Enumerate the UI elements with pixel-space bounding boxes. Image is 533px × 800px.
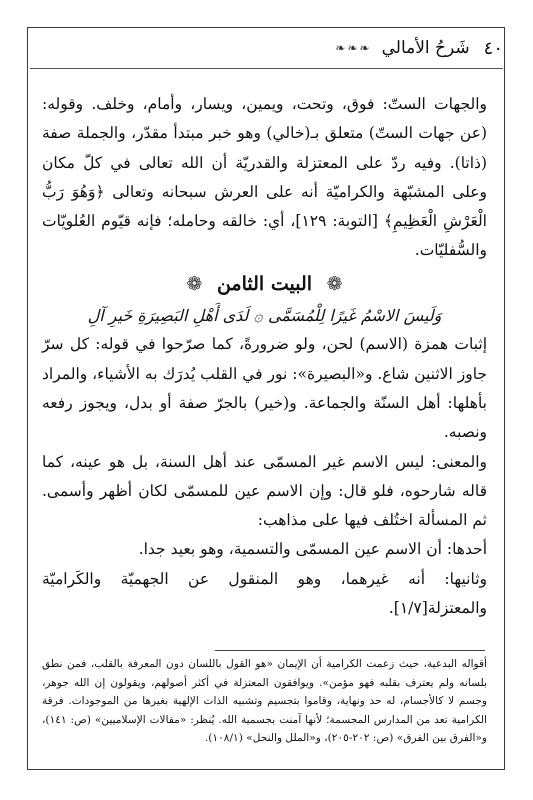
flower-ornament-icon: ❁ — [186, 272, 203, 295]
page-number: ٤٠ — [483, 37, 503, 59]
running-title: شَرحُ الأمالي — [381, 38, 470, 58]
main-text — [42, 90, 487, 623]
header-rule — [30, 68, 503, 69]
footnotes — [42, 655, 487, 748]
paragraph: والمعنى: ليس الاسم غير المسمّى عند أهل السنة، بل هو عينه، كما قاله شارحوه، فلو قال: وإن الاسم عين للمسمّى لكان أظهر وأسمى. ثم المسألة اختُلف فيها على مذاهب: — [42, 452, 487, 530]
paragraph: والجهات الستّ: فوق، وتحت، ويمين، ويسار، وأمام، وخلف. وقوله: (عن جهات الستّ) متعلق بـ(خالي) وهو خبر مبتدأ مقدّر، والجملة صفة (ذاتا). وفيه ردّ على المعتزلة والقدريّة أن الله تعالى في كلّ مكان وعلى المشبّهة والكراميّة أنه على العرش سبحانه وتعالى ﴿وَهُوَ رَبُّ الْعَرْشِ الْعَظِيمِ﴾ [التوبة: ١٢٩]، أي: خالقه وحامله؛ فإنه قيّوم العُلويّات والسُّفليّات. — [42, 95, 487, 260]
paragraph: أحدها: أن الاسم عين المسمّى والتسمية، وهو بعيد جدا. — [138, 540, 487, 559]
verse: وَلَيسَ الاسْمُ غَيرًا لِلْمُسَمَّى ۞ لَدَى أَهْلِ البَصِيرَةِ خَيرِ آلِ — [87, 306, 442, 326]
section-heading-text: البيت الثامن — [216, 272, 313, 295]
footnote-rule — [215, 650, 485, 651]
flower-ornament-icon: ❁ — [326, 272, 343, 295]
page-header — [30, 33, 503, 63]
paragraph: وثانيها: أنه غيرهما، وهو المنقول عن الجهميّة والكَراميّة والمعتزلة[١/٧]. — [42, 569, 487, 618]
section-heading — [42, 270, 487, 299]
header-ornament-icon: ❧❧❧ — [335, 41, 372, 55]
footnote-text: أقواله البدعية، حيث زعمت الكرامية أن الإيمان «هو القول باللسان دون المعرفة بالقلب، فمن نطق بلسانه ولم يعترف بقلبه فهو مؤمن». ويوافقون المعتزلة في أكثر أصولهم، ويقولون إن الله جوهر، وجسم لا كالأجسام، له حد ونهاية، وقاموا بتجسيم وتشبيه الذات الإلهية بغيرها من الموجودات. فرقة الكرامية تعد من المدارس المجسمة؛ لأنها آمنت بجسمية الله. يُنظر: «مقالات الإسلاميين» (ص: ١٤١)، و«الفرق بين الفرق» (ص: ٢٠٢-٢٠٥)، و«الملل والنحل» (١٠٨/١). — [42, 658, 487, 745]
paragraph: إثبات همزة (الاسم) لحن، ولو ضرورةً، كما صرّحوا في قوله: كل سرّ جاوز الاثنين شاع. و«البصيرة»: نور في القلب يُدرَك به الأشياء، والمراد بأهلها: أهل السنّة والجماعة. و(خير) بالجرّ صفة أو بدل، ويجوز رفعه ونصبه. — [42, 335, 487, 442]
